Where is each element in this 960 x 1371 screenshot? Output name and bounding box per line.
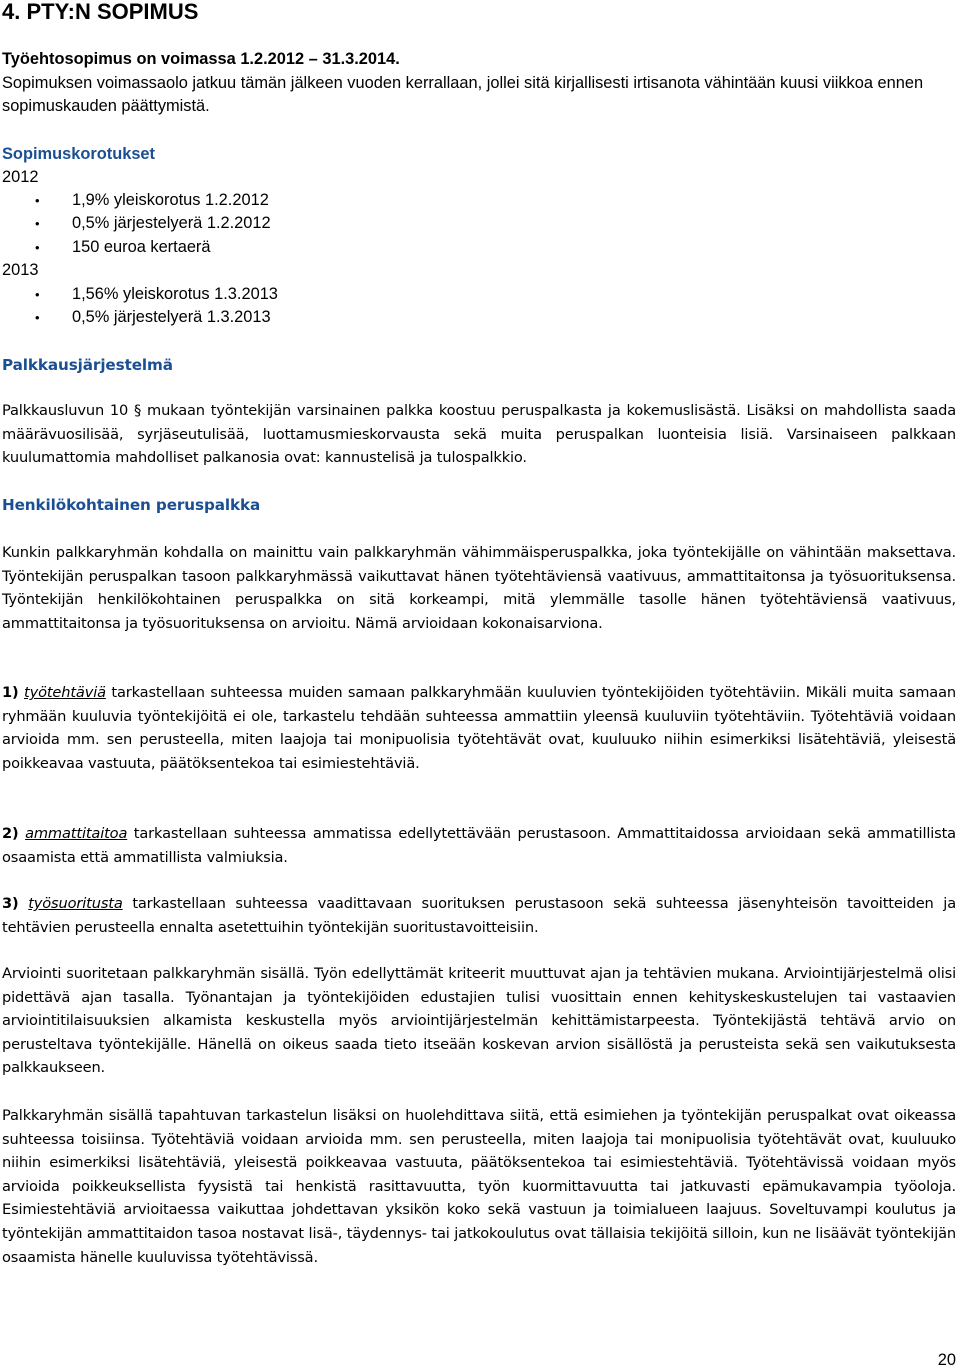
validity-section [2,48,956,119]
criterion-text: tarkastellaan suhteessa vaadittavaan suorituksen perustasoon sekä suhteessa jäsenyhteisön tavoitteiden ja tehtävien perusteella ennalta asetettuihin työntekijän suoritustavoitteisiin. [2,895,956,936]
criterion-text: tarkastellaan suhteessa muiden samaan palkkaryhmään kuuluvien työntekijöiden työtehtäviin. Mikäli muita samaan ryhmään kuuluvia työntekijöitä ei ole, tarkastelu tehdään suhteessa ammattiin yleensä kuuluviin työtehtäviin. Työtehtäviä voidaan arvioida mm. sen perusteella, miten laajoja tai monipuolisia työtehtävät ovat, kuuluuko niihin esimerkiksi lisätehtäviä, yleisestä poikkeavaa vastuuta, päätöksentekoa tai esimiestehtäviä. [2,684,956,772]
bullet-icon: • [35,216,40,231]
criterion-number: 3) [2,895,19,912]
raise-item-text: 0,5% järjestelyerä 1.2.2012 [72,214,271,232]
pay-system-text: Palkkausluvun 10 § mukaan työntekijän varsinainen palkka koostuu peruspalkasta ja kokemuslisästä. Lisäksi on mahdollista saada määrävuosilisää, syrjäseutulisää, luottamusmieskorvausta sekä muita peruspalkan luonteisia lisiä. Varsinaiseen palkkaan kuulumattomia mahdolliset palkanosia ovat: kannustelisä ja tulospalkkio. [2,402,956,467]
pay-system-title: Palkkausjärjestelmä [2,356,173,374]
criterion-term: työsuoritusta [28,895,123,912]
criterion-number: 1) [2,684,19,701]
raise-item-text: 0,5% järjestelyerä 1.3.2013 [72,308,271,326]
bullet-icon: • [35,287,40,302]
evaluation-paragraph: Arviointi suoritetaan palkkaryhmän sisällä. Työn edellyttämät kriteerit muuttuvat ajan ja tehtävien mukana. Arviointijärjestelmä olisi pidettävä ajan tasalla. Työnantajan ja työntekijöiden edustajien tulisi vuosittain ennen kehityskeskustelujen tai vastaavien arviointitilaisuuksien alkamista keskustella myös arviointijärjestelmän kehittämistarpeesta. Työntekijästä tehtävä arvio on perusteltava työntekijälle. Hänellä on oikeus saada tieto itseään koskevan arvion sisällöstä ja perusteista sekä sen vaikutuksesta palkkaukseen. [2,965,956,1077]
criterion-3 [2,892,956,939]
criterion-text: tarkastellaan suhteessa ammatissa edellytettävään perustasoon. Ammattitaidossa arvioidaan sekä ammatillista osaamista että ammatillista valmiuksia. [2,825,956,866]
raise-year-2012: 2012 [2,168,39,186]
page-number: 20 [937,1351,956,1369]
criterion-number: 2) [2,825,19,842]
bullet-icon: • [35,240,40,255]
criterion-1 [2,681,956,775]
page-heading: 4. PTY:N SOPIMUS [2,0,199,24]
validity-label: Työehtosopimus on voimassa 1.2.2012 – 31.3.2014. [2,50,400,68]
raise-year-2013: 2013 [2,261,39,279]
personal-pay-intro: Kunkin palkkaryhmän kohdalla on mainittu vain palkkaryhmän vähimmäisperuspalkka, joka työntekijälle on vähintään maksettava. Työntekijän peruspalkan tasoon palkkaryhmässä vaikuttavat hänen työtehtäviensä vaativuus, ammattitaitonsa ja työsuorituksensa. Työntekijän henkilökohtainen peruspalkka on sitä korkeampi, mitä ylemmälle tasolle hänen työtehtäviensä vaativuus, ammattitaitonsa ja työsuorituksensa on arvioitu. Nämä arvioidaan kokonaisarviona. [2,544,956,632]
criterion-term: ammattitaitoa [25,825,128,842]
criterion-2 [2,822,956,869]
validity-text: Sopimuksen voimassaolo jatkuu tämän jälkeen vuoden kerrallaan, jollei sitä kirjallisesti irtisanota vähintään kuusi viikkoa ennen sopimuskauden päättymistä. [2,73,924,115]
criterion-term: työtehtäviä [24,684,106,701]
raise-item-text: 1,9% yleiskorotus 1.2.2012 [72,191,269,209]
bullet-icon: • [35,310,40,325]
within-group-paragraph: Palkkaryhmän sisällä tapahtuvan tarkastelun lisäksi on huolehdittava siitä, että esimiehen ja työntekijän peruspalkat ovat oikeassa suhteessa toisiinsa. Työtehtäviä voidaan arvioida mm. sen perusteella, miten laajoja tai monipuolisia työtehtävät ovat, kuuluuko niihin esimerkiksi lisätehtäviä, yleisestä poikkeavaa vastuuta, päätöksentekoa tai esimiestehtäviä. Työtehtävissä voidaan myös arvioida poikkeuksellista fyysistä tai henkistä rasittavuutta, työn kuormittavuutta tai jatkuvasti epämukavampia työoloja. Esimiestehtäviä arvioitaessa vaikuttaa johdettavan yksikön koko sekä vastuun ja toimialueen laajuus. Soveltuvampi koulutus ja työntekijän ammattitaidon tasoa nostavat lisä-, täydennys- tai jatkokoulutus ovat tällaisia tekijöitä silloin, kun ne lisäävät työntekijän osaamista hänelle kuuluvissa työtehtävissä. [2,1107,956,1266]
raises-title: Sopimuskorotukset [2,145,156,163]
personal-pay-title: Henkilökohtainen peruspalkka [2,496,261,514]
raise-item-text: 150 euroa kertaerä [72,238,211,256]
bullet-icon: • [35,193,40,208]
raise-item-text: 1,56% yleiskorotus 1.3.2013 [72,285,278,303]
